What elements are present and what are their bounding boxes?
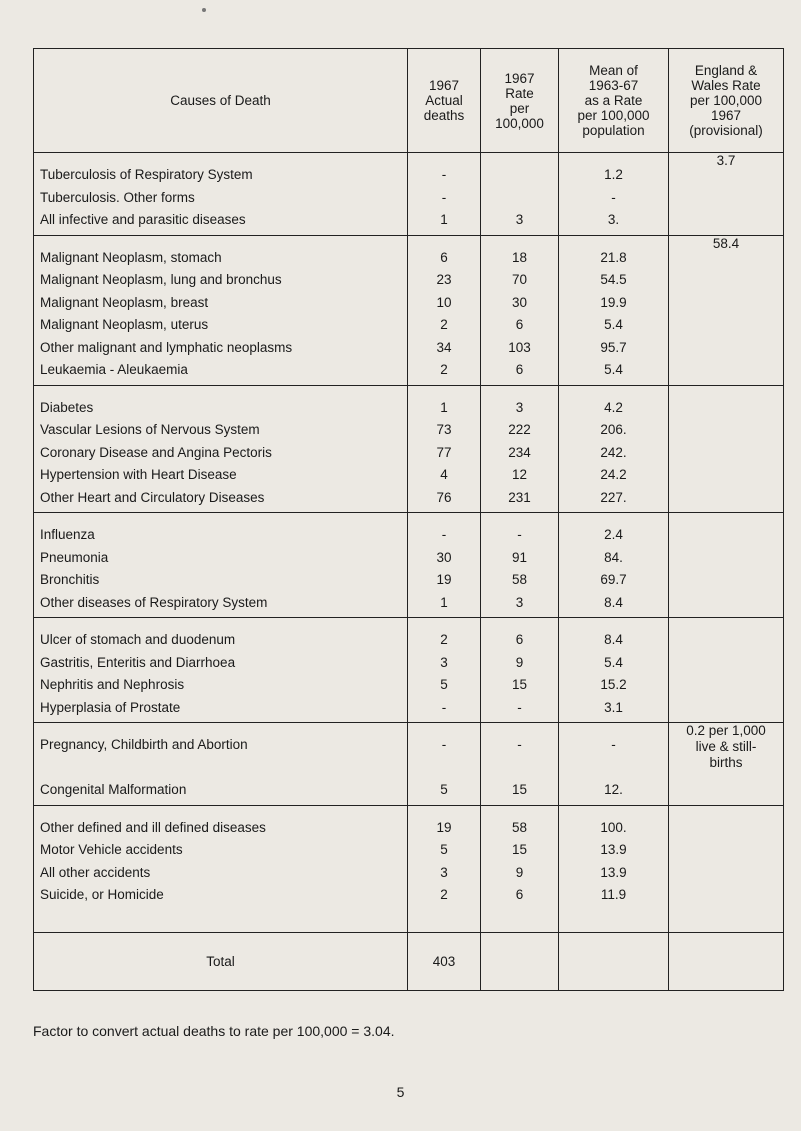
cause-cell (34, 805, 408, 933)
mortality-table (33, 48, 784, 991)
value (481, 184, 558, 207)
cause-label: Other Heart and Circulatory Diseases (40, 489, 265, 505)
england-wales-rate-value: 58.4 (712, 235, 740, 251)
value: 1 (440, 212, 448, 227)
value: 242. (600, 444, 627, 460)
table-row (34, 513, 784, 618)
mean-rate-cell (559, 513, 669, 618)
cause-label (40, 754, 407, 777)
cause-label: Malignant Neoplasm, uterus (40, 317, 209, 332)
cause-label: All infective and parasitic diseases (40, 212, 246, 227)
value: 231 (508, 489, 531, 505)
value: 4.2 (604, 399, 623, 415)
cause-label: Pregnancy, Childbirth and Abortion (40, 737, 248, 752)
england-wales-rate-value: 0.2 per 1,000 live & still- births (686, 723, 766, 770)
total-ew (669, 933, 784, 991)
england-wales-rate-cell (669, 618, 784, 723)
value: 8.4 (604, 594, 623, 610)
value: - (517, 527, 522, 542)
value: 5 (440, 677, 448, 692)
value (481, 754, 558, 777)
value: 3 (515, 212, 524, 227)
value: 2 (440, 362, 448, 377)
header-mean-rate: Mean of 1963-67 as a Rate per 100,000 population (559, 49, 669, 153)
value: - (517, 699, 522, 715)
value: 69.7 (600, 572, 627, 587)
value: 3 (515, 594, 524, 610)
cause-group (34, 805, 784, 933)
value: 21.8 (600, 249, 627, 265)
value: 3.1 (604, 699, 623, 715)
actual-deaths-cell (408, 723, 481, 806)
cause-label: Diabetes (40, 399, 94, 415)
conversion-footnote: Factor to convert actual deaths to rate per 100,000 = 3.04. (33, 1023, 395, 1039)
rate-cell (481, 513, 559, 618)
cause-label: Tuberculosis of Respiratory System (40, 167, 253, 182)
cause-label: Malignant Neoplasm, lung and bronchus (40, 272, 282, 287)
header-england-wales-rate: England & Wales Rate per 100,000 1967 (provisional) (669, 49, 784, 153)
value: 73 (436, 422, 452, 437)
page-number: 5 (396, 1084, 405, 1100)
value: - (441, 699, 447, 715)
value: 103 (508, 339, 531, 355)
england-wales-rate-cell (669, 385, 784, 513)
value: 9 (515, 864, 524, 880)
value: 6 (515, 632, 524, 647)
cause-label: Tuberculosis. Other forms (40, 189, 195, 205)
value: 58 (511, 572, 528, 587)
rate-cell (481, 153, 559, 236)
cause-label: Malignant Neoplasm, stomach (40, 249, 222, 265)
mean-rate-cell (559, 805, 669, 933)
mean-rate-cell (559, 385, 669, 513)
total-label: Total (34, 933, 408, 991)
table-row (34, 805, 784, 933)
total-row (34, 933, 784, 991)
value: 24.2 (600, 467, 627, 482)
rate-cell (481, 235, 559, 385)
table-row (34, 618, 784, 723)
actual-deaths-cell (408, 235, 481, 385)
value: 3 (440, 864, 448, 880)
value: 5 (440, 782, 448, 797)
cause-label: Coronary Disease and Angina Pectoris (40, 444, 272, 460)
value: 3 (515, 399, 524, 415)
value: 30 (511, 294, 528, 310)
value: 12 (511, 467, 528, 482)
cause-label: Nephritis and Nephrosis (40, 677, 185, 692)
table-row (34, 385, 784, 513)
cause-label: Leukaemia - Aleukaemia (40, 362, 188, 377)
cause-cell (34, 385, 408, 513)
rate-cell (481, 805, 559, 933)
value: 5 (440, 842, 448, 857)
value: 19 (436, 572, 452, 587)
value: 15.2 (600, 677, 627, 692)
value: 5.4 (604, 362, 623, 377)
value: 15 (511, 782, 528, 797)
england-wales-rate-value: 3.7 (716, 153, 736, 168)
value: 222 (508, 422, 531, 437)
header-row (34, 49, 784, 153)
cause-label: Pneumonia (40, 549, 109, 565)
value: 18 (511, 249, 528, 265)
value: 10 (436, 294, 452, 310)
cause-label: Other diseases of Respiratory System (40, 594, 268, 610)
value: 9 (515, 654, 524, 670)
value: 15 (511, 677, 528, 692)
cause-label: All other accidents (40, 864, 151, 880)
cause-label: Malignant Neoplasm, breast (40, 294, 209, 310)
value: 3 (440, 654, 448, 670)
cause-group (34, 723, 784, 806)
mean-rate-cell (559, 723, 669, 806)
value: 8.4 (604, 632, 623, 647)
cause-label: Bronchitis (40, 572, 100, 587)
total-actual: 403 (408, 933, 481, 991)
value (559, 904, 668, 927)
england-wales-rate-cell (669, 723, 784, 806)
value: 3. (607, 212, 620, 227)
cause-label: Suicide, or Homicide (40, 887, 164, 902)
value: 6 (515, 317, 524, 332)
value: 12. (604, 782, 623, 797)
value: 91 (511, 549, 528, 565)
cause-label: Other defined and ill defined diseases (40, 819, 266, 835)
england-wales-rate-cell (669, 235, 784, 385)
value: - (611, 189, 616, 205)
cause-group (34, 235, 784, 385)
value: 13.9 (600, 842, 627, 857)
value: - (441, 167, 447, 182)
value: - (441, 527, 447, 542)
value: 6 (440, 249, 448, 265)
value: 70 (511, 272, 528, 287)
england-wales-rate-cell (669, 153, 784, 236)
total-rate (481, 933, 559, 991)
value (559, 754, 668, 777)
value: 2.4 (604, 527, 623, 542)
actual-deaths-cell (408, 618, 481, 723)
value: 2 (440, 887, 448, 902)
cause-group (34, 618, 784, 723)
cause-label: Gastritis, Enteritis and Diarrhoea (40, 654, 236, 670)
cause-cell (34, 513, 408, 618)
table-row (34, 235, 784, 385)
value: - (611, 737, 616, 752)
total-mean (559, 933, 669, 991)
england-wales-rate-cell (669, 513, 784, 618)
cause-label: Hypertension with Heart Disease (40, 467, 237, 482)
header-rate: 1967 Rate per 100,000 (481, 49, 559, 153)
value: 76 (436, 489, 452, 505)
actual-deaths-cell (408, 805, 481, 933)
cause-label: Vascular Lesions of Nervous System (40, 422, 260, 437)
value: 1 (440, 594, 448, 610)
value: 234 (508, 444, 531, 460)
value: 34 (436, 339, 452, 355)
value: 1 (440, 399, 448, 415)
cause-cell (34, 235, 408, 385)
value: 227. (600, 489, 627, 505)
header-causes: Causes of Death (34, 49, 408, 153)
value: 13.9 (600, 864, 627, 880)
table-row (34, 723, 784, 806)
value: 5.4 (604, 654, 623, 670)
value: 19.9 (600, 294, 627, 310)
value (481, 161, 558, 184)
actual-deaths-cell (408, 513, 481, 618)
value: 58 (511, 819, 528, 835)
value: 95.7 (600, 339, 627, 355)
cause-cell (34, 723, 408, 806)
cause-cell (34, 618, 408, 723)
mean-rate-cell (559, 618, 669, 723)
rate-cell (481, 385, 559, 513)
scan-mark (202, 8, 206, 12)
cause-label: Influenza (40, 527, 95, 542)
england-wales-rate-cell (669, 805, 784, 933)
value: 6 (515, 887, 524, 902)
cause-label: Motor Vehicle accidents (40, 842, 183, 857)
rate-cell (481, 618, 559, 723)
value (408, 754, 480, 777)
cause-label (40, 904, 407, 927)
value: 77 (436, 444, 452, 460)
value: 1.2 (604, 167, 623, 182)
value (408, 904, 480, 927)
mean-rate-cell (559, 235, 669, 385)
value (481, 904, 558, 927)
actual-deaths-cell (408, 153, 481, 236)
cause-label: Congenital Malformation (40, 782, 187, 797)
value: 19 (436, 819, 452, 835)
header-actual-deaths: 1967 Actual deaths (408, 49, 481, 153)
actual-deaths-cell (408, 385, 481, 513)
value: 5.4 (604, 317, 623, 332)
mean-rate-cell (559, 153, 669, 236)
cause-label: Hyperplasia of Prostate (40, 699, 181, 715)
cause-label: Ulcer of stomach and duodenum (40, 632, 236, 647)
cause-cell (34, 153, 408, 236)
cause-group (34, 513, 784, 618)
value: 206. (600, 422, 627, 437)
value: 2 (440, 632, 448, 647)
value: 6 (515, 362, 524, 377)
value: 11.9 (600, 887, 627, 902)
rate-cell (481, 723, 559, 806)
value: 23 (436, 272, 452, 287)
value: 84. (604, 549, 623, 565)
value: 30 (436, 549, 452, 565)
value: 2 (440, 317, 448, 332)
value: - (517, 737, 522, 752)
value: 100. (600, 819, 627, 835)
table-row (34, 153, 784, 236)
cause-group (34, 385, 784, 513)
value: 15 (511, 842, 528, 857)
cause-label: Other malignant and lymphatic neoplasms (40, 339, 293, 355)
value: - (441, 189, 447, 205)
value: - (441, 737, 447, 752)
value: 54.5 (600, 272, 627, 287)
cause-group (34, 153, 784, 236)
value: 4 (440, 467, 448, 482)
